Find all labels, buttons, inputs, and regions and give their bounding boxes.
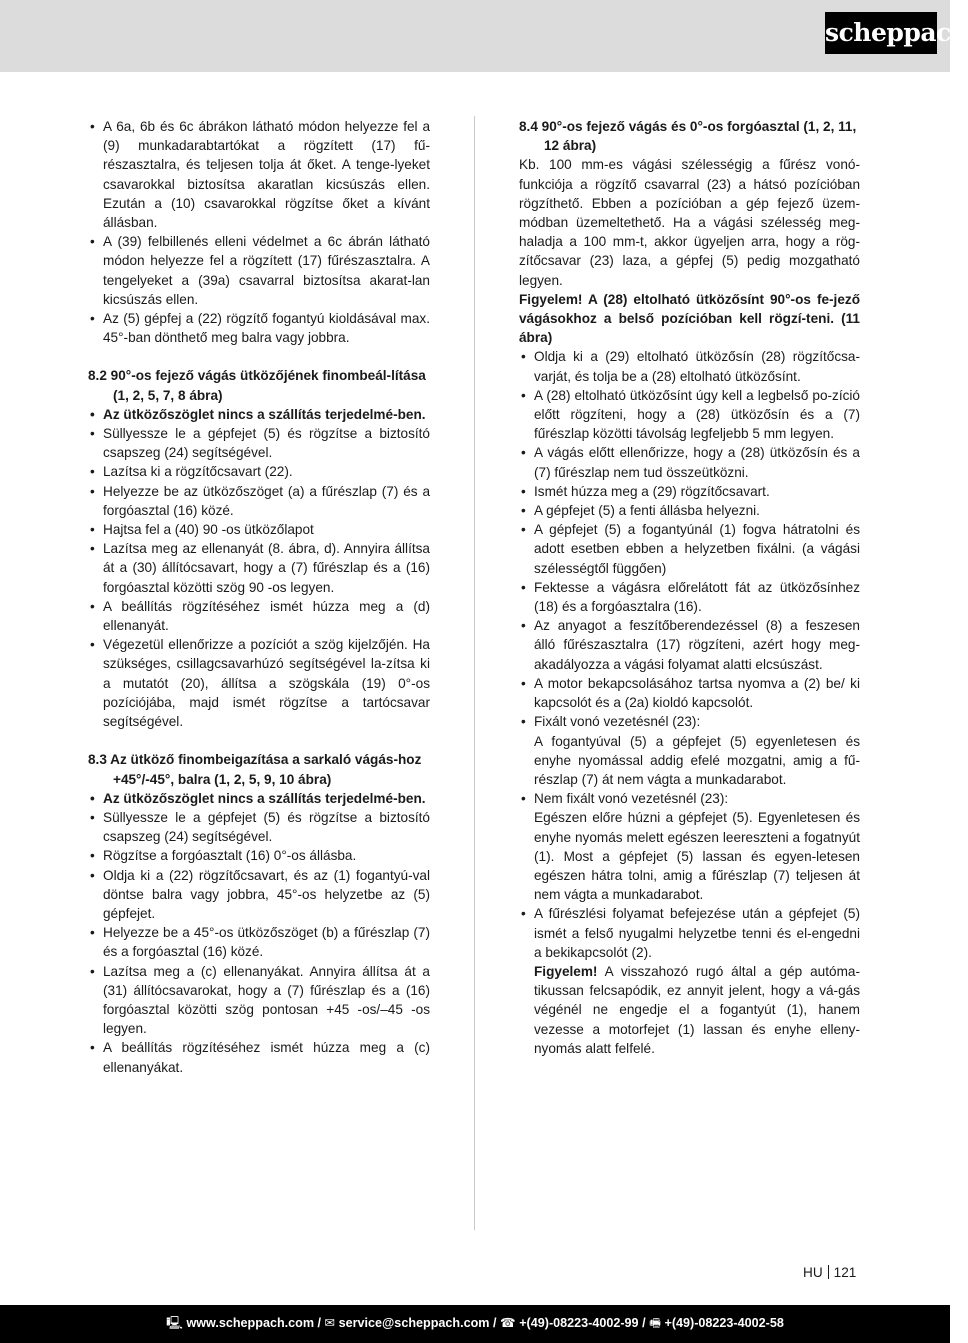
list-item: • Helyezze be az ütközőszöget (a) a fűrészlap (7) és a forgóasztal (16) közé.	[88, 482, 430, 520]
computer-icon: 🖳	[166, 1316, 183, 1330]
phone-icon: ☎	[500, 1316, 516, 1330]
list-item-bold: • Az ütközőszöglet nincs a szállítás terjedelmé-ben.	[88, 789, 430, 808]
list-item: • Süllyessze le a gépfejet (5) és rögzítse a biztosító csapszeg (24) segítségével.	[88, 424, 430, 462]
list-item: • Lazítsa meg a (c) ellenanyákat. Annyira állítsa át a (31) állítócsavarokat, hogy a (7) fűrészlap és a (16) forgóasztal közötti szög pontosan +45 -os/–45 -os legyen.	[88, 962, 430, 1039]
note-text: A visszahozó rugó által a gép autóma-tikussan felcsapódik, ez annyit jelent, hogy a vá-gás végénél ne engedje el a fogantyút (1), hanem vezesse a motorfejet (1) lassan és enyhe elleny-nyomás alatt felfelé.	[534, 963, 860, 1056]
list-item: • Hajtsa fel a (40) 90 -os ütközőlapot	[88, 520, 430, 539]
list-item-unfixed	[519, 789, 860, 904]
page-lang: HU	[803, 1265, 823, 1280]
footer-bar: 🖳 www.scheppach.com / ✉ service@scheppach.com / ☎ +(49)-08223-4002-99 / 🖷 +(49)-08223-4002-58	[0, 1305, 950, 1343]
section-8-4-list	[519, 347, 860, 1058]
section-heading-8-2: 8.2 90°-os fejező vágás ütközőjének finombeál-lítása (1, 2, 5, 7, 8 ábra)	[88, 368, 426, 403]
list-item: • Rögzítse a forgóasztalt (16) 0°-os állásba.	[88, 846, 430, 865]
list-item: • A beállítás rögzítéséhez ismét húzza meg a (c) ellenanyákat.	[88, 1038, 430, 1076]
note-label: Figyelem!	[534, 963, 598, 979]
page-number	[803, 1263, 856, 1282]
list-item: • Lazítsa meg az ellenanyát (8. ábra, d). Annyira állítsa át a (30) állítócsavart, hogy a (7) fűrészlap és a (16) forgóasztal közötti szög 90 -os legyen.	[88, 539, 430, 597]
list-item: • A gépfejet (5) a fenti állásba helyezni.	[519, 501, 860, 520]
list-item: • Végezetül ellenőrizze a pozíciót a szög kijelzőjén. Ha szükséges, csillagcsavarhúzó segítségével la-zítsa ki a mutatót (20), állítsa a szögskála (19) 0°-os pozíciójába, majd ismét rögzítse a tartócsavar segítségével.	[88, 635, 430, 731]
brand-logo: scheppach	[825, 12, 937, 54]
section-8-3-list	[88, 789, 430, 1077]
note	[534, 962, 860, 1058]
fixed-label: • Fixált vonó vezetésnél (23):	[534, 714, 701, 730]
list-item: • Helyezze be a 45°-os ütközőszöget (b) a fűrészlap (7) és a forgóasztal (16) közé.	[88, 923, 430, 961]
list-item: • A beállítás rögzítéséhez ismét húzza meg a (d) ellenanyát.	[88, 597, 430, 635]
list-item: • Ismét húzza meg a (29) rögzítőcsavart.	[519, 482, 860, 501]
unfixed-text: Egészen előre húzni a gépfejet (5). Egyenletesen és enyhe nyomás melett egészen leereszteni a fogatnyút (1). Most a gépfejet (5) lassan és egyen-letesen egészen hátra tolni, amig a fűrészlap (7) teljesen át nem vágta a munkadarabot.	[534, 810, 860, 903]
list-item: • Oldja ki a (29) eltolható ütközősín (28) rögzítőcsa-varját, és tolja be a (28) eltolható ütközősínt.	[519, 347, 860, 385]
list-item-fixed	[519, 712, 860, 789]
list-item: • A motor bekapcsolásához tartsa nyomva a (2) be/ ki kapcsolót és a (2a) kioldó kapcsolót.	[519, 674, 860, 712]
list-item: • Lazítsa ki a rögzítőcsavart (22).	[88, 462, 430, 481]
final-text: • A fűrészlési folyamat befejezése után a gépfejet (5) ismét a felső nyugalmi helyzetbe tenni és el-engedni a bekikapcsolót (2).	[534, 906, 860, 960]
intro-list	[88, 117, 430, 347]
list-item-final	[519, 904, 860, 1058]
list-item: • Fektesse a vágásra előrelátott fát az ütközősínhez (18) és a forgóasztalra (16).	[519, 578, 860, 616]
footer-fax: +(49)-08223-4002-58	[664, 1316, 784, 1330]
right-column	[519, 117, 860, 1058]
list-item: • Süllyessze le a gépfejet (5) és rögzítse a biztosító csapszeg (24) segítségével.	[88, 808, 430, 846]
section-heading-8-4: 8.4 90°-os fejező vágás és 0°-os forgóasztal (1, 2, 11, 12 ábra)	[519, 119, 857, 154]
list-item: • A vágás előtt ellenőrizze, hogy a (28) ütközősín és a (7) fűrészlap nem tud összeütközni.	[519, 443, 860, 481]
section-heading-8-3: 8.3 Az ütköző finombeigazítása a sarkaló vágás-hoz +45°/-45°, balra (1, 2, 5, 9, 10 ábra)	[88, 752, 422, 787]
page-separator	[828, 1265, 829, 1279]
unfixed-label: • Nem fixált vonó vezetésnél (23):	[534, 791, 729, 807]
email-icon: ✉	[324, 1316, 336, 1330]
footer-email[interactable]: service@scheppach.com	[338, 1316, 490, 1330]
list-item: • A (28) eltolható ütközősínt úgy kell a legbelső po-zíció előtt rögzíteni, hogy a (28) ütközősín és a (7) fűrészlap közötti távolság legfeljebb 5 mm legyen.	[519, 386, 860, 444]
list-item: • Oldja ki a (22) rögzítőcsavart, és az (1) fogantyú-val döntse balra vagy jobbra, 45°-os helyzetbe az (5) gépfejet.	[88, 866, 430, 924]
list-item: • A (39) felbillenés elleni védelmet a 6c ábrán látható módon helyezze fel a rögzített (17) fűrészasztalra. A tengelyeket a (39a) csavarral biztosítsa akarat-lan kicsúszás ellen.	[88, 232, 430, 309]
section-8-2-list	[88, 405, 430, 731]
warning-text: Figyelem! A (28) eltolható ütközősínt 90°-os fe-jező vágásokhoz a belső pozícióban kell rögzí-teni. (11 ábra)	[519, 291, 860, 346]
footer-web[interactable]: www.scheppach.com	[186, 1316, 315, 1330]
list-item: • Az (5) gépfej a (22) rögzítő fogantyú kioldásával max. 45°-ban dönthető meg balra vagy jobbra.	[88, 309, 430, 347]
column-divider	[474, 116, 475, 1230]
page-num: 121	[833, 1265, 857, 1280]
list-item: • Az anyagot a feszítőberendezéssel (8) a feszesen álló fűrészasztalra (17) rögzíteni, azért hogy meg-akadályozza a vágási folyamat alatti elcsúszást.	[519, 616, 860, 674]
list-item-bold: • Az ütközőszöglet nincs a szállítás terjedelmé-ben.	[88, 405, 430, 424]
section-paragraph: Kb. 100 mm-es vágási szélességig a fűrész vonó-funkciója a rögzítő csavarral (23) a hátsó pozícióban rögzíthető. Ebben a pozícióban a gép fejező üzem-módban üzemeltethető. Ha a vágási szélesség meg-haladja a 100 mm-t, akkor ügyeljen arra, hogy a rög-zítőcsavar (23) laza, a gépfej (5) pedig mozgatható legyen.	[519, 157, 860, 288]
header-bar	[0, 0, 968, 72]
left-column	[88, 117, 430, 1077]
footer-phone: +(49)-08223-4002-99	[519, 1316, 639, 1330]
fixed-text: A fogantyúval (5) a gépfejet (5) egyenletesen és enyhe nyomással addig efelé mozgatni, amig a fű-részlap (7) át nem vágta a munkadarabot.	[534, 733, 860, 787]
list-item: • A gépfejet (5) a fogantyúnál (1) fogva hátratolni és adott esetben ebben a helyzetben fixálni. (a vágási szélességtől függően)	[519, 520, 860, 578]
list-item: • A 6a, 6b és 6c ábrákon látható módon helyezze fel a (9) munkadarabtartókat a rögzített (17) fű-részasztalra, és teljesen tolja át őket. A tenge-lyeket csavarokkal biztosítsa akaratlan kicsúszás ellen. Ezután a (10) csavarokkal rögzítse őket a kívánt állásban.	[88, 117, 430, 232]
fax-icon: 🖷	[649, 1316, 661, 1330]
